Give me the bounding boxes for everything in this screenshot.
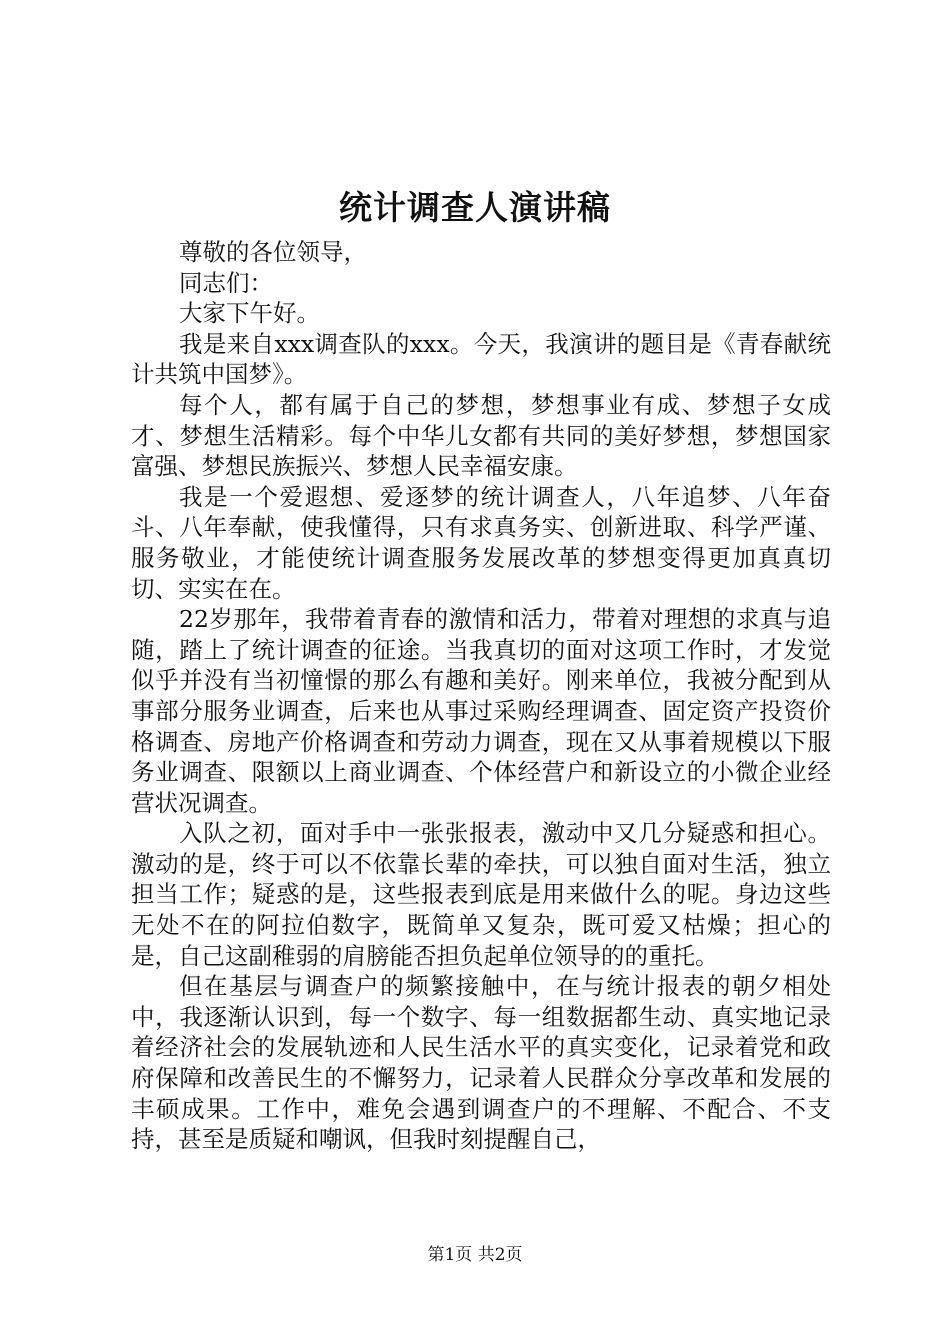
greeting: 大家下午好。: [179, 299, 320, 328]
paragraph-grassroots: 但在基层与调查户的频繁接触中，在与统计报表的朝夕相处中，我逐渐认识到，每一个数字、每一组数据都生动、真实地记录着经济社会的发展轨迹和人民生活水平的真实变化，记录着党和政府保障和改善民生的不懈努力，记录着人民群众分享改革和发展的丰硕成果。工作中，难免会遇到调查户的不理解、不配合、不支持，甚至是质疑和嘲讽，但我时刻提醒自己，: [131, 972, 831, 1154]
paragraph-age-22: 22岁那年，我带着青春的激情和活力，带着对理想的求真与追随，踏上了统计调查的征途。当我真切的面对这项工作时，才发觉似乎并没有当初憧憬的那么有趣和美好。刚来单位，我被分配到从事部分服务业调查，后来也从事过采购经理调查、固定资产投资价格调查、房地产价格调查和劳动力调查，现在又从事着规模以下服务业调查、限额以上商业调查、个体经营户和新设立的小微企业经营状况调查。: [131, 605, 831, 817]
paragraph-statistics-worker: 我是一个爱遐想、爱逐梦的统计调查人，八年追梦、八年奋斗、八年奉献，使我懂得，只有求真务实、创新进取、科学严谨、服务敬业，才能使统计调查服务发展改革的梦想变得更加真真切切、实实在在。: [131, 482, 831, 603]
paragraph-joining-team: 入队之初，面对手中一张张报表，激动中又几分疑惑和担心。激动的是，终于可以不依靠长辈的牵扶，可以独自面对生活，独立担当工作；疑惑的是，这些报表到底是用来做什么的呢。身边这些无处不在的阿拉伯数字，既简单又复杂，既可爱又枯燥；担心的是，自己这副稚弱的肩膀能否担负起单位领导的的重托。: [131, 819, 831, 970]
salutation-comrades: 同志们：: [179, 268, 273, 297]
salutation-leaders: 尊敬的各位领导，: [179, 238, 367, 266]
page-number-footer: 第1页 共2页: [427, 1245, 523, 1265]
document-title: 统计调查人演讲稿: [339, 188, 611, 227]
paragraph-dreams: 每个人，都有属于自己的梦想，梦想事业有成、梦想子女成才、梦想生活精彩。每个中华儿女都有共同的美好梦想，梦想国家富强、梦想民族振兴、梦想人民幸福安康。: [131, 390, 831, 481]
document-body: [131, 237, 831, 1155]
paragraph-introduction: 我是来自xxx调查队的xxx。今天，我演讲的题目是《青春献统计共筑中国梦》。: [131, 329, 831, 389]
